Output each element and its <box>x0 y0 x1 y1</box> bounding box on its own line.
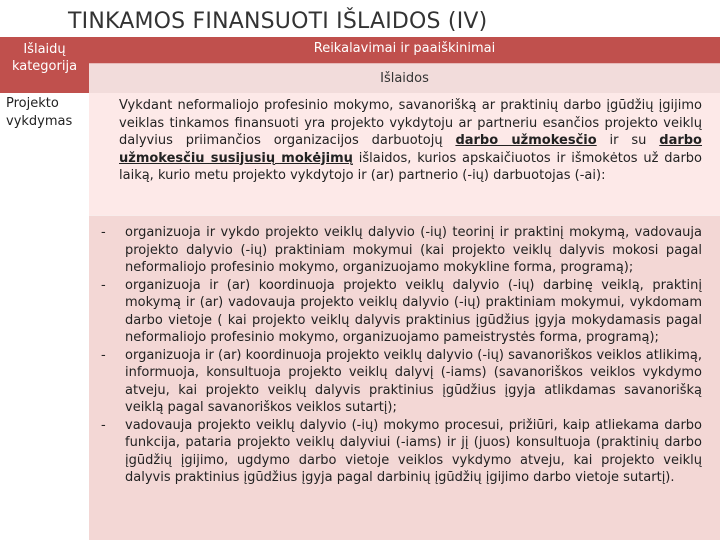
description-text-2: ir su <box>596 133 660 148</box>
list-item <box>97 347 702 417</box>
list-dash: - <box>101 417 106 433</box>
header-requirements: Reikalavimai ir paaiškinimai <box>89 37 720 63</box>
list-item <box>97 277 702 347</box>
list-item-text: organizuoja ir (ar) koordinuoja projekto veiklų dalyvio (-ių) darbinę veiklą, praktinį mokymą ir (ar) vadovauja projekto veiklų dalyvio (-ių) praktiniam mokymui, vykdomam darbo vietoje ( kai projekto veiklų dalyvis praktinius įgūdžius įgyja mokydamasis pagal neformaliojo profesinio mokymo, organizuojamo pameistrystės forma, programą); <box>125 277 702 345</box>
list-dash: - <box>101 347 106 363</box>
list-item <box>97 417 702 487</box>
description-bold-2: darbo užmokesčiu susijusių mokėjimų <box>119 133 702 166</box>
list-item-text: vadovauja projekto veiklų dalyvio (-ių) mokymo procesui, prižiūri, kaip atliekama darbo funkcija, pataria projekto veiklų dalyviui (-iams) ir jį (juos) konsultuoja (praktinių darbo įgūdžių įgijimo, ugdymo darbo vietoje veiklos vykdymo atveju, kai projekto veiklų dalyvis praktinius įgūdžius įgyja pagal darbinių įgūdžių įgijimo darbo vietoje sutartį). <box>125 417 702 485</box>
list-item-text: organizuoja ir vykdo projekto veiklų dalyvio (-ių) teorinį ir praktinį mokymą, vadovauja projekto dalyvio (-ių) praktiniam mokymui (kai projekto veiklų dalyvis mokosi pagal neformaliojo profesinio mokymo, organizuojamo mokykline forma, programą); <box>125 225 702 275</box>
page-title: TINKAMOS FINANSUOTI IŠLAIDOS (IV) <box>68 9 488 34</box>
list-item <box>97 224 702 277</box>
subheader-expenses: Išlaidos <box>89 63 720 93</box>
list-dash: - <box>101 277 106 293</box>
header-category: Išlaidų kategorija <box>0 37 89 93</box>
category-label: Projekto vykdymas <box>6 96 73 129</box>
list-item-text: organizuoja ir (ar) koordinuoja projekto veiklų dalyvio (-ių) savanoriškos veiklos atlikimą, informuoja, konsultuoja projekto veiklų dalyvį (-iams) (savanoriškos veiklos vykdymo atveju, kai projekto veiklų dalyvis praktinius įgūdžius įgyja atlikdamas savanorišką veiklą pagal savanoriškos veiklos sutartį); <box>125 347 702 415</box>
list-dash: - <box>101 225 106 240</box>
duties-list <box>89 215 720 540</box>
description-bold-1: darbo užmokesčio <box>455 133 597 148</box>
category-cell <box>0 93 89 540</box>
description-text-3: išlaidos, kurios apskaičiuotos ir išmokėtos už darbo laiką, kurio metu projekto vykdytojo ir (ar) partnerio (-ių) darbuotojas (-ai): <box>119 150 702 183</box>
description-text-1: Vykdant neformaliojo profesinio mokymo, savanorišką ar praktinių darbo įgūdžių įgijimo veiklas tinkamos finansuoti yra projekto vykdytoju ar partneriu esančios projekto veiklų dalyvius priimančios organizacijos darbuotojų <box>119 98 702 148</box>
description-cell <box>89 93 720 215</box>
